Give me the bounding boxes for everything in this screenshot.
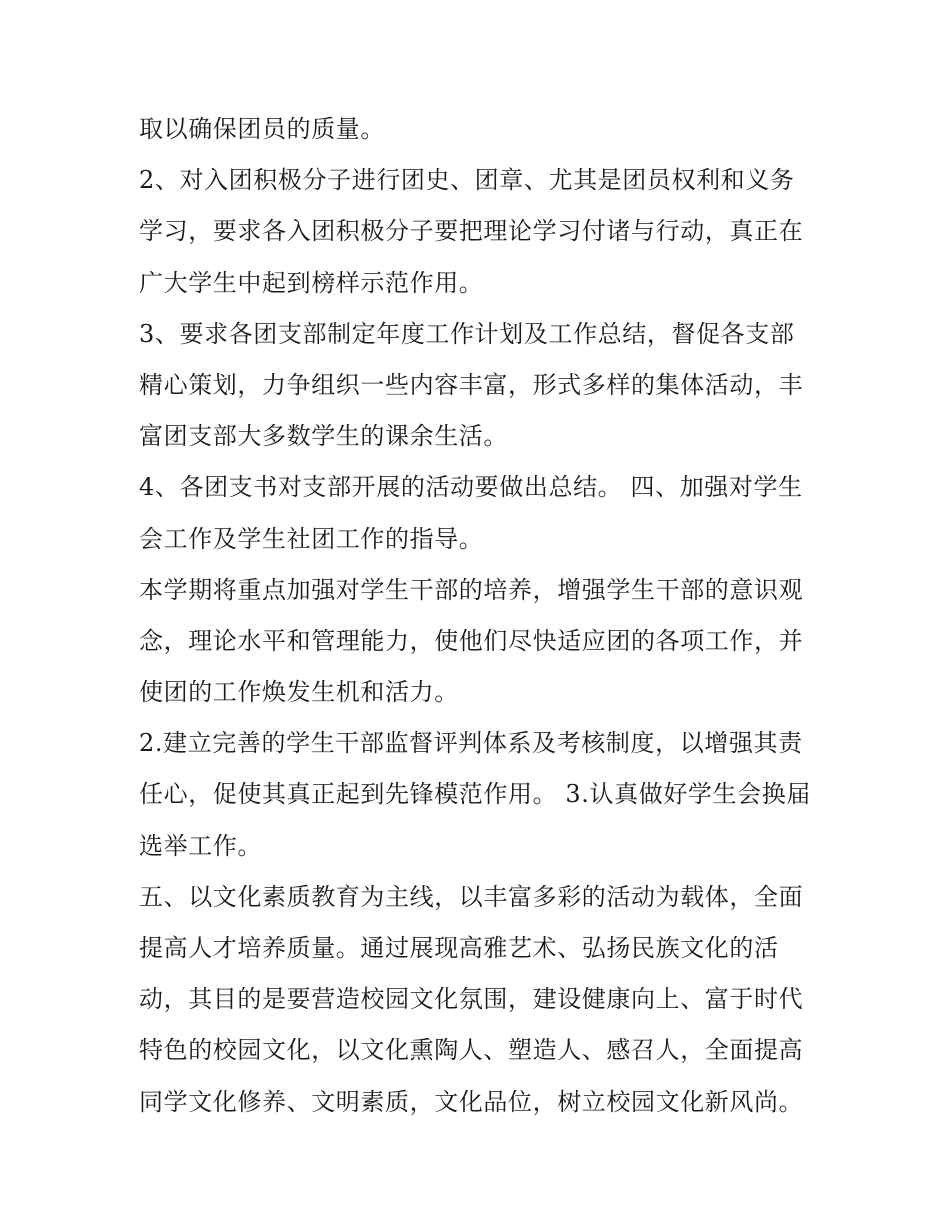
text-line: 2.建立完善的学生干部监督评判体系及考核制度，以增强其责 xyxy=(139,729,803,758)
text-line: 选举工作。 xyxy=(139,831,262,860)
text-line: 取以确保团员的质量。 xyxy=(139,115,385,143)
text-line: 任心，促使其真正起到先锋模范作用。 3.认真做好学生会换届 xyxy=(139,780,811,809)
text-line: 提高人才培养质量。通过展现高雅艺术、弘扬民族文化的活 xyxy=(139,934,779,962)
text-line: 五、以文化素质教育为主线，以丰富多彩的活动为载体，全面 xyxy=(139,882,804,911)
text-line: 同学文化修养、文明素质，文化品位，树立校园文化新风尚。 xyxy=(139,1087,804,1116)
text-line: 3、要求各团支部制定年度工作计划及工作总结，督促各支部 xyxy=(139,319,795,348)
text-line: 特色的校园文化，以文化熏陶人、塑造人、感召人，全面提高 xyxy=(139,1036,804,1065)
text-line: 2、对入团积极分子进行团史、团章、尤其是团员权利和义务 xyxy=(139,166,795,195)
text-line: 念，理论水平和管理能力，使他们尽快适应团的各项工作，并 xyxy=(139,626,804,655)
text-line: 会工作及学生社团工作的指导。 xyxy=(139,524,484,553)
text-line: 动，其目的是要营造校园文化氛围，建设健康向上、富于时代 xyxy=(139,985,804,1014)
text-line: 广大学生中起到榜样示范作用。 xyxy=(139,268,484,297)
text-line: 使团的工作焕发生机和活力。 xyxy=(139,678,459,707)
text-line: 精心策划，力争组织一些内容丰富，形式多样的集体活动，丰 xyxy=(139,370,804,399)
text-line: 本学期将重点加强对学生干部的培养，增强学生干部的意识观 xyxy=(139,575,804,604)
text-line: 富团支部大多数学生的课余生活。 xyxy=(139,422,508,451)
document-body xyxy=(139,104,819,1128)
text-line: 学习，要求各入团积极分子要把理论学习付诸与行动，真正在 xyxy=(139,217,804,246)
text-line: 4、各团支书对支部开展的活动要做出总结。 四、加强对学生 xyxy=(139,473,803,502)
